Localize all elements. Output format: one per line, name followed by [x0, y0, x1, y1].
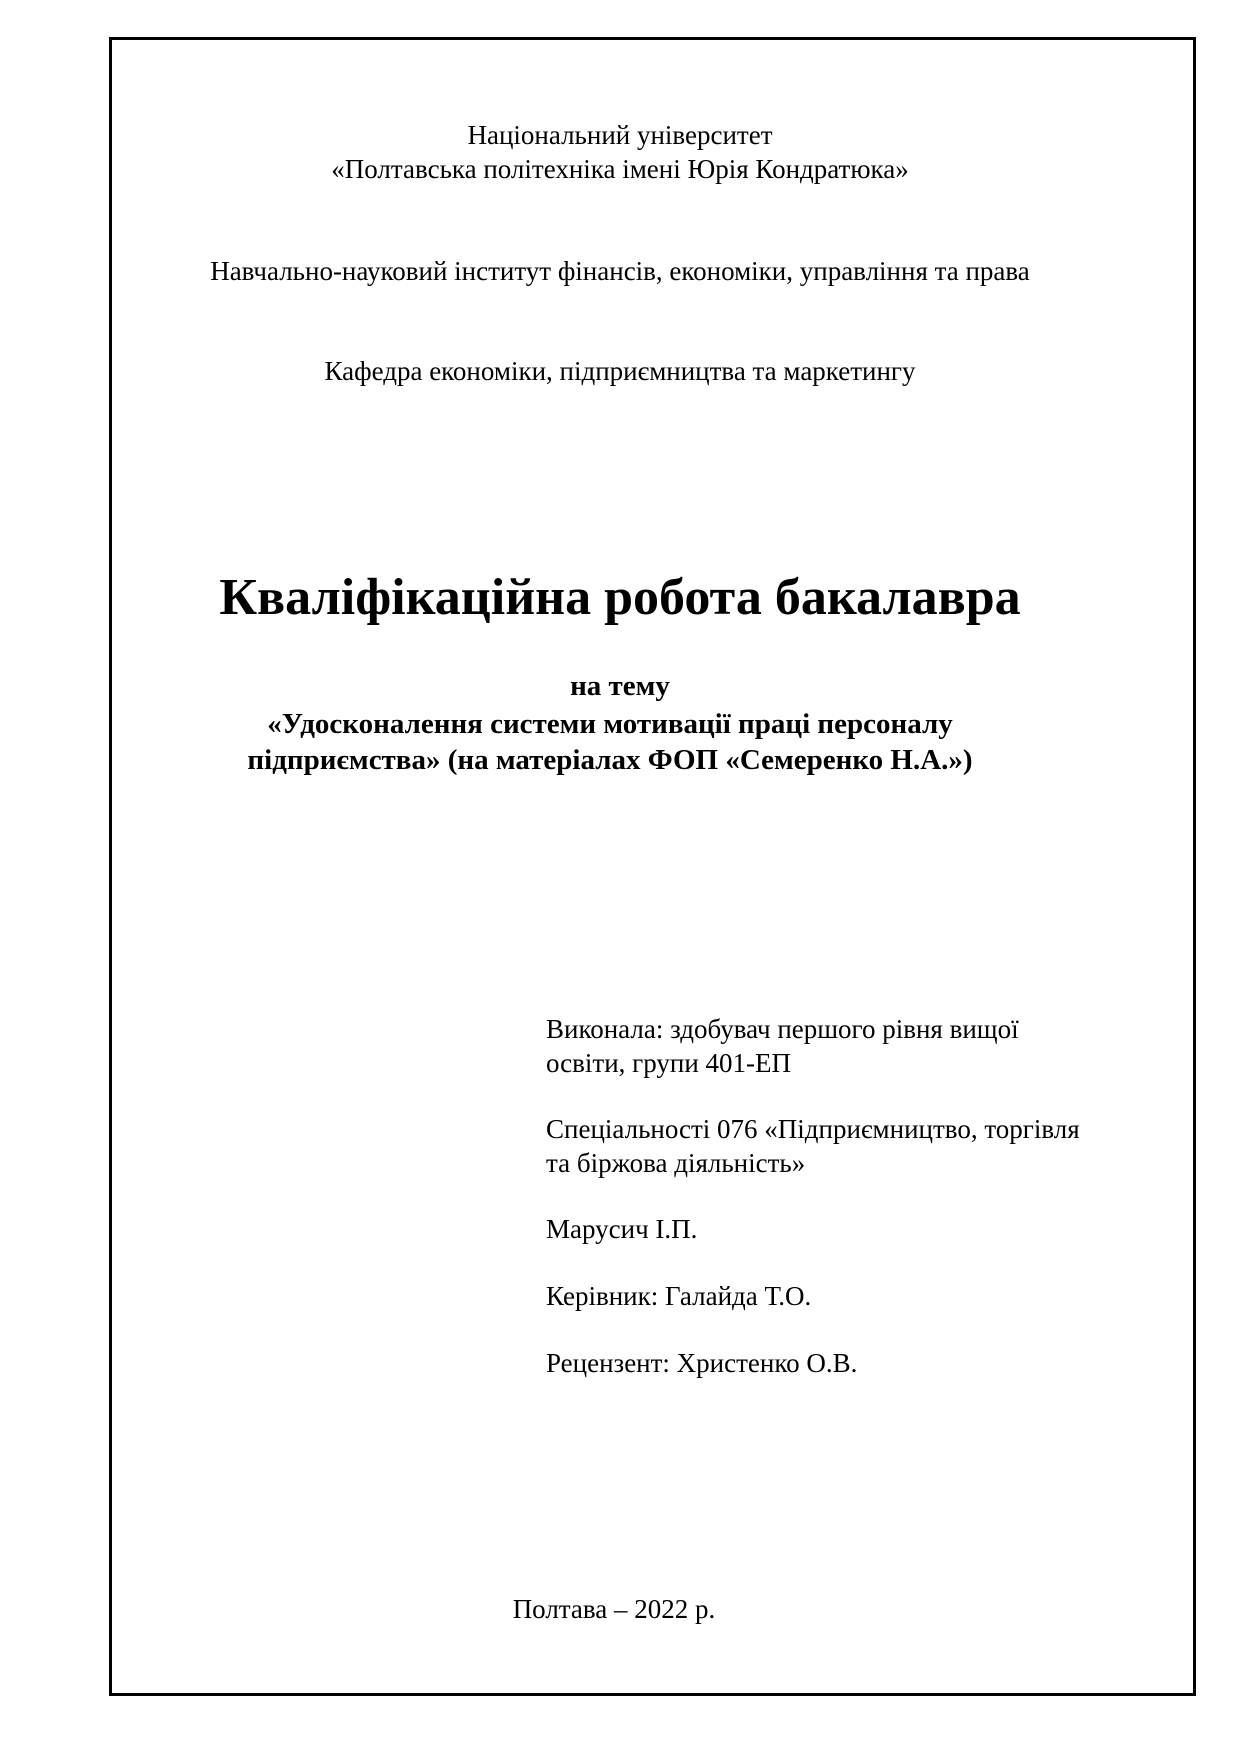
university-name-line2: «Полтавська політехніка імені Юрія Кондратюка» [331, 154, 909, 184]
reviewer: Рецензент: Христенко О.В. [546, 1348, 858, 1378]
specialty-line1: Спеціальності 076 «Підприємництво, торгівля [546, 1114, 1080, 1144]
topic-line1: «Удосконалення системи мотивації праці персоналу [267, 708, 953, 740]
department-name: Кафедра економіки, підприємництва та маркетингу [324, 356, 916, 386]
city-year: Полтава – 2022 р. [512, 1594, 716, 1624]
topic-line2: підприємства» (на матеріалах ФОП «Семеренко Н.А.») [247, 744, 973, 776]
specialty-line2: та біржова діяльність» [546, 1148, 806, 1178]
student-name: Марусич І.П. [546, 1214, 698, 1244]
performer-line2: освіти, групи 401-ЕП [546, 1048, 792, 1078]
document-title: Кваліфікаційна робота бакалавра [219, 569, 1021, 626]
performer-line1: Виконала: здобувач першого рівня вищої [546, 1014, 1019, 1044]
university-name-line1: Національний університет [467, 120, 773, 150]
supervisor: Керівник: Галайда Т.О. [546, 1281, 812, 1311]
topic-label: на тему [570, 670, 670, 702]
institute-name: Навчально-науковий інститут фінансів, економіки, управління та права [210, 256, 1030, 286]
